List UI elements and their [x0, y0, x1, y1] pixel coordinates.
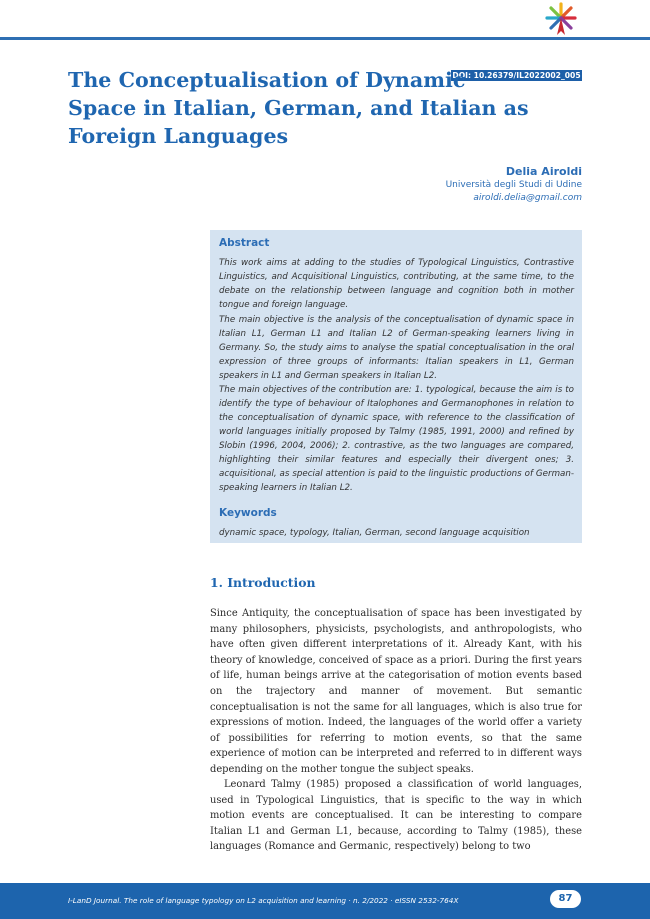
author-affiliation: Università degli Studi di Udine	[445, 180, 582, 190]
author-name: Delia Airoldi	[505, 165, 582, 178]
abstract-paragraph: This work aims at adding to the studies of Typological Linguistics, Contrastive Linguistics, and Acquisitional Linguistics, contributing, at the same time, to the debate on the relationship between language and cognition both in mother tongue and foreign language.	[219, 258, 574, 310]
author-email[interactable]: airoldi.delia@gmail.com	[473, 193, 582, 203]
section-heading: 1. Introduction	[210, 575, 316, 590]
body-paragraph: Since Antiquity, the conceptualisation of space has been investigated by many philosophers, physicists, psychologists, and anthropologists, who have often given different interpretations of it. Already Kant, with his theory of knowledge, conceived of space as a priori. During the first years of life, human beings arrive at the categorisation of motion events based on the trajectory and manner of movement. But semantic conceptualisation is not the same for all languages, which is also true for expressions of motion. Indeed, the languages of the world offer a variety of possibilities for referring to motion events, so that the same experience of motion can be interpreted and referred to in different ways depending on the mother tongue the subject speaks.	[210, 608, 582, 775]
star-burst-logo-icon	[543, 1, 579, 37]
doi-badge: DOI: 10.26379/IL2022002_005	[452, 71, 581, 80]
keywords-heading: Keywords	[219, 507, 277, 519]
abstract-paragraph: The main objective is the analysis of the conceptualisation of dynamic space in Italian L1, German L1 and Italian L2 of German-speaking learners living in Germany. So, the study aims to analyse the spatial conceptualisation in the oral expression of three groups of informants: Italian speakers in L1, German speakers in L1 and German speakers in Italian L2.	[219, 315, 574, 381]
header-rule	[0, 37, 650, 40]
paper-title: The Conceptualisation of Dynamic Space in Italian, German, and Italian as Foreign Languages	[68, 68, 529, 148]
body-paragraph: Leonard Talmy (1985) proposed a classification of world languages, used in Typological Linguistics, that is specific to the way in which motion events are conceptualised. It can be interesting to compare Italian L1 and German L1, because, according to Talmy (1985), these languages (Romance and Germanic, respectively) belong to two	[210, 779, 582, 853]
abstract-heading: Abstract	[219, 237, 270, 249]
author-block	[446, 164, 582, 205]
abstract-paragraph: The main objectives of the contribution are: 1. typological, because the aim is to identify the type of behaviour of Italophones and Germanophones in relation to the conceptualisation of dynamic space, with reference to the classification of world languages initially proposed by Talmy (1985, 1991, 2000) and refined by Slobin (1996, 2004, 2006); 2. contrastive, as the two languages are compared, highlighting their similar features and especially their divergent ones; 3. acquisitional, as special attention is paid to the linguistic productions of German-speaking learners in Italian L2.	[219, 385, 574, 493]
footer-journal-text: I-LanD Journal. The role of language typology on L2 acquisition and learning · n. 2/2022 · eISSN 2532-764X	[68, 896, 459, 905]
page-number-badge: 87	[550, 890, 581, 908]
keywords-text: dynamic space, typology, Italian, German, second language acquisition	[219, 528, 530, 538]
